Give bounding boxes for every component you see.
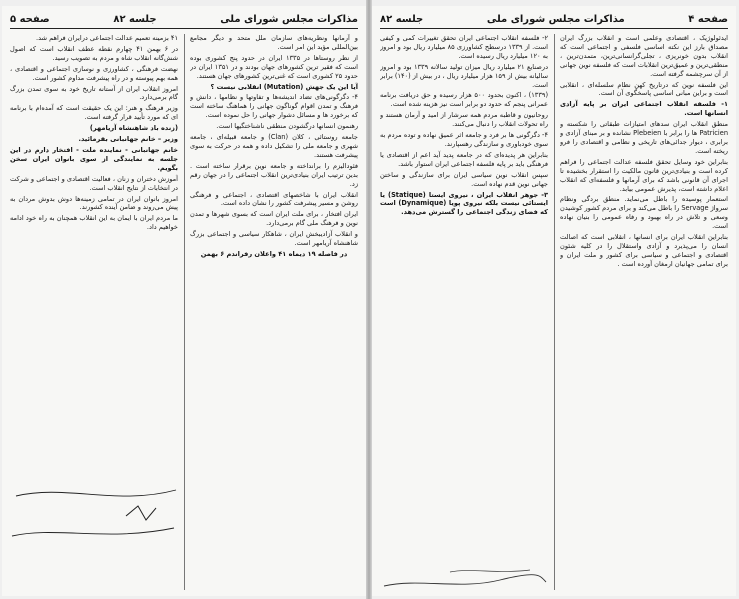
right-page-header	[380, 10, 728, 29]
left-page-col-left	[10, 34, 178, 590]
right-page-issue: جلسه ۸۲	[380, 13, 424, 25]
paragraph: ما مردم ایران با ایمان به این انقلاب همچنان به راه خود ادامه خواهیم داد.	[10, 214, 178, 232]
paragraph: ایران افتخار ، برای ملت ایران است که بسوی شهرها و تمدن نوین و فرهنگ ملی گام برمی‌دارد.	[190, 210, 358, 228]
paragraph: جامعه روستائی ، کلان (Clan) و جامعه قبیله‌ای ، جامعه شهری و جامعه ملی را تشکیل داده و همه در حرکت به سوی پیشرفت هستند.	[190, 133, 358, 159]
paragraph: سپس انقلاب نوین سیاسی ایران برای سازندگی و ساختن جهانی نوین قدم نهاده است.	[380, 170, 548, 188]
paragraph: بنابراین خود وسایل تحقق فلسفه عدالت اجتماعی را فراهم کرده است و بنیادی‌ترین قانون مالکیت را استقرار بخشیده تا اجرای آن قانونی باشد که برای آرمانها و فلسفه‌ای که انقلاب اعلام داشته است، پذیرش عمومی بیابد.	[560, 157, 728, 193]
right-page	[372, 6, 736, 596]
column-divider	[184, 34, 185, 590]
left-page-title: مذاکرات مجلس شورای ملی	[220, 13, 358, 25]
paragraph: نهضت فرهنگی ، کشاورزی و نوسازی اجتماعی و اقتصادی ، همه بهم پیوسته و در راه پیشرفت مداوم کشور است.	[10, 64, 178, 82]
left-page	[2, 6, 366, 596]
section-heading: ۳- جوهر انقلاب ایران ، نیروی ایستا (Statique) یا ایستائی نیست بلکه نیروی پویا (Dynamique) است که فضای زندگی اجتماعی را گسترش می‌دهد.	[380, 190, 548, 217]
column-divider	[554, 34, 555, 590]
paragraph: ایدئولوژیک ، اقتصادی وعلمی است و انقلاب بزرگ ایران مصداق بارز این نکته اساسی فلسفی و اجتماعی است که انقلاب بدون خونریزی ، تجلی‌گرانسانی‌ترین، متمدن‌ترین ، منطقی‌ترین و عمیق‌ترین انقلابات است که فلسفه نوین جهانی از آن سرچشمه گرفته است.	[560, 34, 728, 78]
paragraph: وزیر فرهنگ و هنر: این یک حقیقت است که آمده‌ام با برنامه ای که مورد تأیید قرار گرفته است.	[10, 104, 178, 122]
paragraph: منطق انقلاب ایران سدهای امتیازات طبقاتی را شکسته و Patricien ها را برابر با Plebeien نشانده و بر مبنای آزادی و برابری ، دیوار جدائی‌های تاریخی و نظامی و اقتصادی را فرو ریخته است.	[560, 120, 728, 155]
paragraph: امروز بانوان ایران در تمامی زمینه‌ها دوش بدوش مردان به پیش می‌روند و ضامن آینده کشورند.	[10, 194, 178, 212]
right-page-col-left	[380, 34, 548, 590]
paragraph: امروز انقلاب ایران از آستانه تاریخ خود به سوی تمدن بزرگ گام برمی‌دارد.	[10, 84, 178, 102]
paragraph: ۴- دگرگونی‌های تضاد اندیشه‌ها و تفاوتها و نظامها ، دانش و فرهنگ و تمدن اقوام گوناگون جهانی را هماهنگ ساخته است که برخورد ها و مسائل دشوار جهانی را حل نموده است.	[190, 93, 358, 120]
right-page-columns	[380, 34, 728, 590]
paragraph: و آرمانها ونظریه‌های سازمان ملل متحد و دیگر مجامع بین‌المللی مؤید این امر است.	[190, 34, 358, 51]
left-page-col-right	[190, 34, 358, 590]
right-page-col-right	[560, 34, 728, 590]
paragraph: انقلاب ایران با شاخصهای اقتصادی ، اجتماعی و فرهنگی روشن و مسیر پیشرفت کشور را نشان داده است.	[190, 190, 358, 208]
left-page-columns	[10, 34, 358, 590]
left-page-header	[10, 10, 358, 29]
paragraph: از نظر روستاها در ۱۳۳۵ ایران در حدود پنج کشوری بوده است که فقیر ترین کشورهای جهان بودند و در ۱۳۵۱ ایران در حدود ۲۵ کشوری است که غنی‌ترین کشورهای جهان هستند.	[190, 53, 358, 80]
paragraph: ۴- دگرگونی ها بر فرد و جامعه اثر عمیق نهاده و توده مردم به سوی خودباوری و سازندگی رهسپارند.	[380, 131, 548, 148]
section-heading: آیا این یک جهش (Mutation) انقلابی نیست ؟	[210, 82, 358, 91]
paragraph: آموزش دختران و زنان ، فعالیت اقتصادی و اجتماعی و شرکت در انتخابات از نتایج انقلاب است.	[10, 174, 178, 192]
paragraph: روحانیون و قاطبه مردم همه سرشار از امید و آرمان هستند و راه تحولات انقلاب را دنبال می‌کنند.	[380, 111, 548, 129]
paragraph: ۴۱ بزمینه تعمیم عدالت اجتماعی درایران فراهم شد.	[35, 34, 178, 42]
paragraph: و انقلاب آزادیبخش ایران ، شاهکار سیاسی و اجتماعی بزرگ شاهنشاه آریامهر است.	[190, 230, 358, 248]
paragraph: در ۶ بهمن ۴۱ چهارم نقطه عطف انقلاب است که اصول شش‌گانه انقلاب شاه و مردم به تصویب رسید.	[10, 44, 178, 62]
paragraph: بنابراین هر پدیده‌ای که در جامعه پدید آید اعم از اقتصادی یا فرهنگی باید بر پایه فلسفه اجتماعی ایران استوار باشد.	[380, 150, 548, 168]
right-page-number: صفحه ۴	[688, 13, 728, 25]
left-page-issue: جلسه ۸۲	[113, 13, 157, 25]
paragraph: ۲- فلسفه انقلاب اجتماعی ایران تحقق تغییرات کمی و کیفی است. از ۱۳۳۹ درسطح کشاورزی ۸۵ میلیارد ریال بود و امروز به ۱۲۰ میلیارد ریال رسیده است.	[380, 34, 548, 60]
section-heading: (زنده باد شاهنشاه آریامهر)	[89, 124, 178, 133]
right-page-title: مذاکرات مجلس شورای ملی	[486, 13, 625, 25]
speaker-line: وزیر‌ – خانم جهانبانی بفرمائید.	[78, 135, 178, 144]
section-heading: ۱- فلسفه انقلاب اجتماعی ایران بر پایه آزادی انسانها است.	[560, 100, 728, 118]
paragraph: بنابراین انقلاب ایران برای انسانها ، انقلابی است که اصالت انسان را می‌پذیرد و آزادی واستقلال را در کلیه شئون اقتصادی و اجتماعی و سیاسی برای کشور و ملت ایران و برای تمامی جهانیان ارمغان آورده است .	[560, 233, 728, 268]
paragraph: درصنایع ۲۱ میلیارد ریال میزان تولید سالانه ۱۳۳۹ بود و امروز سالیانه بیش از ۱۵۹ هزار میلیارد ریال ، در بیش از (۱۴۰) برابر است.	[380, 62, 548, 89]
paragraph: (۱۳۳۹) ، اکنون بحدود ۵۰۰ هزار رسیده و حق دریافت برنامه عمرانی پنجم که حدود دو برابر است نیز هزینه شده است.	[380, 91, 548, 109]
paragraph: رهنمون انسانها درگشودن منطقی ناشناختگیها است.	[216, 122, 358, 131]
left-page-number: صفحه ۵	[10, 13, 50, 25]
paragraph: این فلسفه نوین که درتاریخ کهن نظام سلسله‌ای ، انقلابی است و براین مبانی اساسی پاسخگوی آن است.	[560, 80, 728, 98]
paragraph: استعمار پوسیده را باطل می‌نماید. منطق بردگی ونظام سرواژ Servage را باطل می‌کند و برای مردم کشور کوشیدن وسعی و تلاش در راه بهبود و رفاه عمومی را بنیان نهاده است.	[560, 195, 728, 231]
date-line: در فاصله ۱۹ دیماه ۴۱ واعلان رفراندم ۶ بهمن	[200, 249, 348, 258]
page-gutter	[366, 0, 372, 599]
speaker-line: خانم جهانبانی - نماینده ملت - افتخار دارم در این جلسه به نمایندگی از سوی بانوان ایران سخن بگویم.	[10, 145, 178, 172]
paragraph: فئودالیزم را برانداخته و جامعه نوین برقرار ساخته است . بدین ترتیب ایران بنیادی‌ترین انقلاب اجتماعی را در جهان رقم زد.	[190, 161, 358, 188]
